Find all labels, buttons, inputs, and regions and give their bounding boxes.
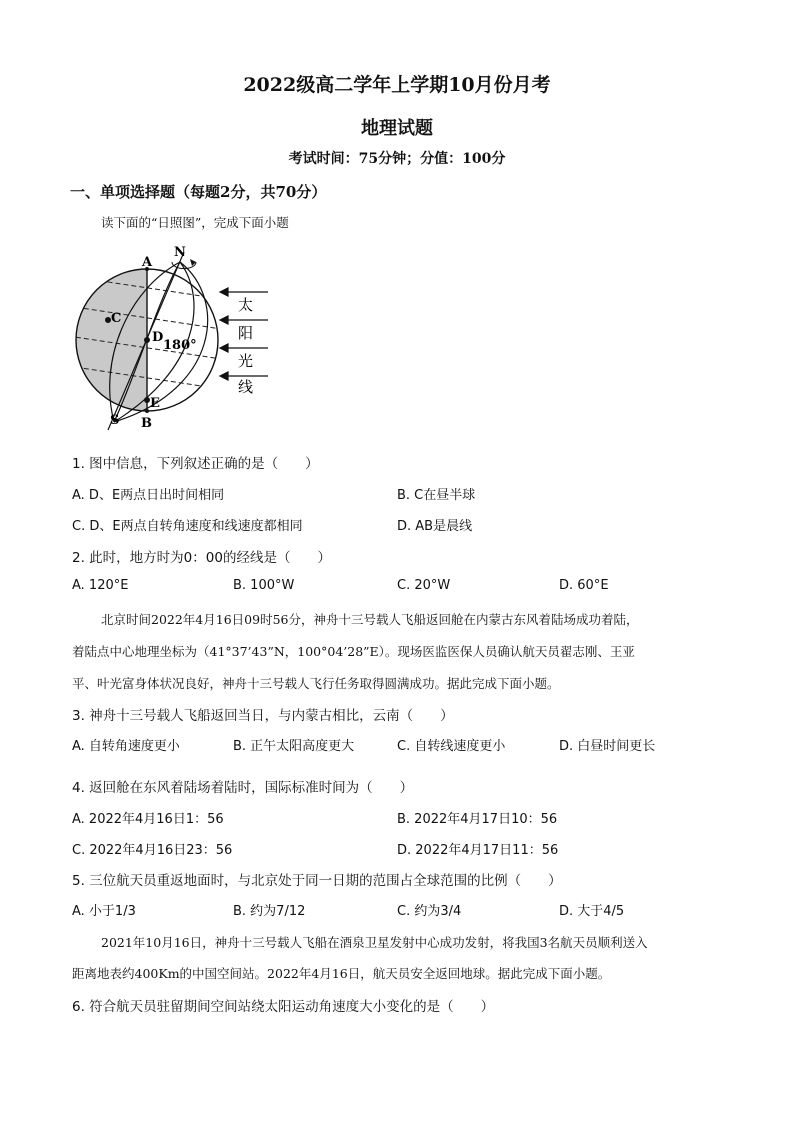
q4-option-d: D. 2022年4月17日11：56 bbox=[397, 843, 559, 858]
q1-stem: 1. 图中信息，下列叙述正确的是（ ） bbox=[72, 456, 319, 472]
sun-ray-label-2: 阳 bbox=[238, 324, 254, 342]
label-n: N bbox=[174, 245, 186, 260]
q5-option-b: B. 约为7/12 bbox=[233, 904, 306, 919]
sun-ray-label-3: 光 bbox=[238, 352, 254, 370]
q2-option-d: D. 60°E bbox=[559, 578, 609, 593]
passage1-line-2: 着陆点中心地理坐标为（41°37’43”N，100°04’28”E）。现场医监医保人员确认航天员翟志刚、王亚 bbox=[72, 644, 635, 659]
q3-option-b: B. 正午太阳高度更大 bbox=[233, 739, 355, 754]
q3-stem: 3. 神舟十三号载人飞船返回当日，与内蒙古相比，云南（ ） bbox=[72, 708, 454, 724]
q2-option-a: A. 120°E bbox=[72, 578, 129, 593]
q6-stem: 6. 符合航天员驻留期间空间站绕太阳运动角速度大小变化的是（ ） bbox=[72, 999, 495, 1015]
exam-title: 2022级高二学年上学期10月份月考 bbox=[243, 74, 551, 96]
q3-option-d: D. 白昼时间更长 bbox=[559, 739, 656, 754]
label-b: B bbox=[141, 416, 152, 431]
q2-stem: 2. 此时，地方时为0：00的经线是（ ） bbox=[72, 550, 331, 566]
point-d bbox=[144, 337, 150, 343]
passage2-line-1: 2021年10月16日，神舟十三号载人飞船在酒泉卫星发射中心成功发射，将我国3名航天员顺利送入 bbox=[101, 935, 648, 950]
label-angle: 180° bbox=[163, 338, 197, 353]
figure-intro: 读下面的“日照图”，完成下面小题 bbox=[101, 215, 289, 230]
q1-option-c: C. D、E两点自转角速度和线速度都相同 bbox=[72, 519, 303, 534]
label-c: C bbox=[111, 311, 122, 326]
sun-ray-label-1: 太 bbox=[238, 296, 254, 314]
q3-option-a: A. 自转角速度更小 bbox=[72, 739, 180, 754]
q2-option-c: C. 20°W bbox=[397, 578, 451, 593]
q5-option-d: D. 大于4/5 bbox=[559, 904, 625, 919]
q5-option-a: A. 小于1/3 bbox=[72, 904, 136, 919]
q4-stem: 4. 返回舱在东风着陆场着陆时，国际标准时间为（ ） bbox=[72, 780, 414, 796]
label-d: D bbox=[152, 330, 164, 345]
label-a: A bbox=[142, 255, 153, 270]
illumination-diagram bbox=[68, 240, 280, 432]
passage1-line-1: 北京时间2022年4月16日09时56分，神舟十三号载人飞船返回舱在内蒙古东风着陆场成功着陆， bbox=[101, 612, 639, 627]
q4-option-c: C. 2022年4月16日23：56 bbox=[72, 843, 233, 858]
section-heading: 一、单项选择题（每题2分，共70分） bbox=[70, 183, 327, 201]
point-b bbox=[145, 409, 149, 413]
q3-option-c: C. 自转线速度更小 bbox=[397, 739, 506, 754]
sun-ray-label-4: 线 bbox=[238, 378, 254, 396]
q1-option-b: B. C在昼半球 bbox=[397, 488, 476, 503]
q1-option-a: A. D、E两点日出时间相同 bbox=[72, 488, 225, 503]
q5-stem: 5. 三位航天员重返地面时，与北京处于同一日期的范围占全球范围的比例（ ） bbox=[72, 873, 562, 889]
q4-option-a: A. 2022年4月16日1：56 bbox=[72, 812, 224, 827]
q2-option-b: B. 100°W bbox=[233, 578, 295, 593]
q4-option-b: B. 2022年4月17日10：56 bbox=[397, 812, 558, 827]
exam-info: 考试时间：75分钟；分值：100分 bbox=[288, 151, 506, 167]
passage2-line-2: 距离地表约400Km的中国空间站。2022年4月16日，航天员安全返回地球。据此完成下面小题。 bbox=[72, 966, 611, 981]
q5-option-c: C. 约为3/4 bbox=[397, 904, 462, 919]
q1-option-d: D. AB是晨线 bbox=[397, 519, 473, 534]
label-s: S bbox=[110, 413, 120, 428]
passage1-line-3: 平、叶光富身体状况良好，神舟十三号载人飞行任务取得圆满成功。据此完成下面小题。 bbox=[72, 676, 560, 691]
label-e: E bbox=[150, 396, 160, 411]
subject-title: 地理试题 bbox=[361, 118, 433, 139]
night-hemisphere bbox=[76, 269, 147, 411]
